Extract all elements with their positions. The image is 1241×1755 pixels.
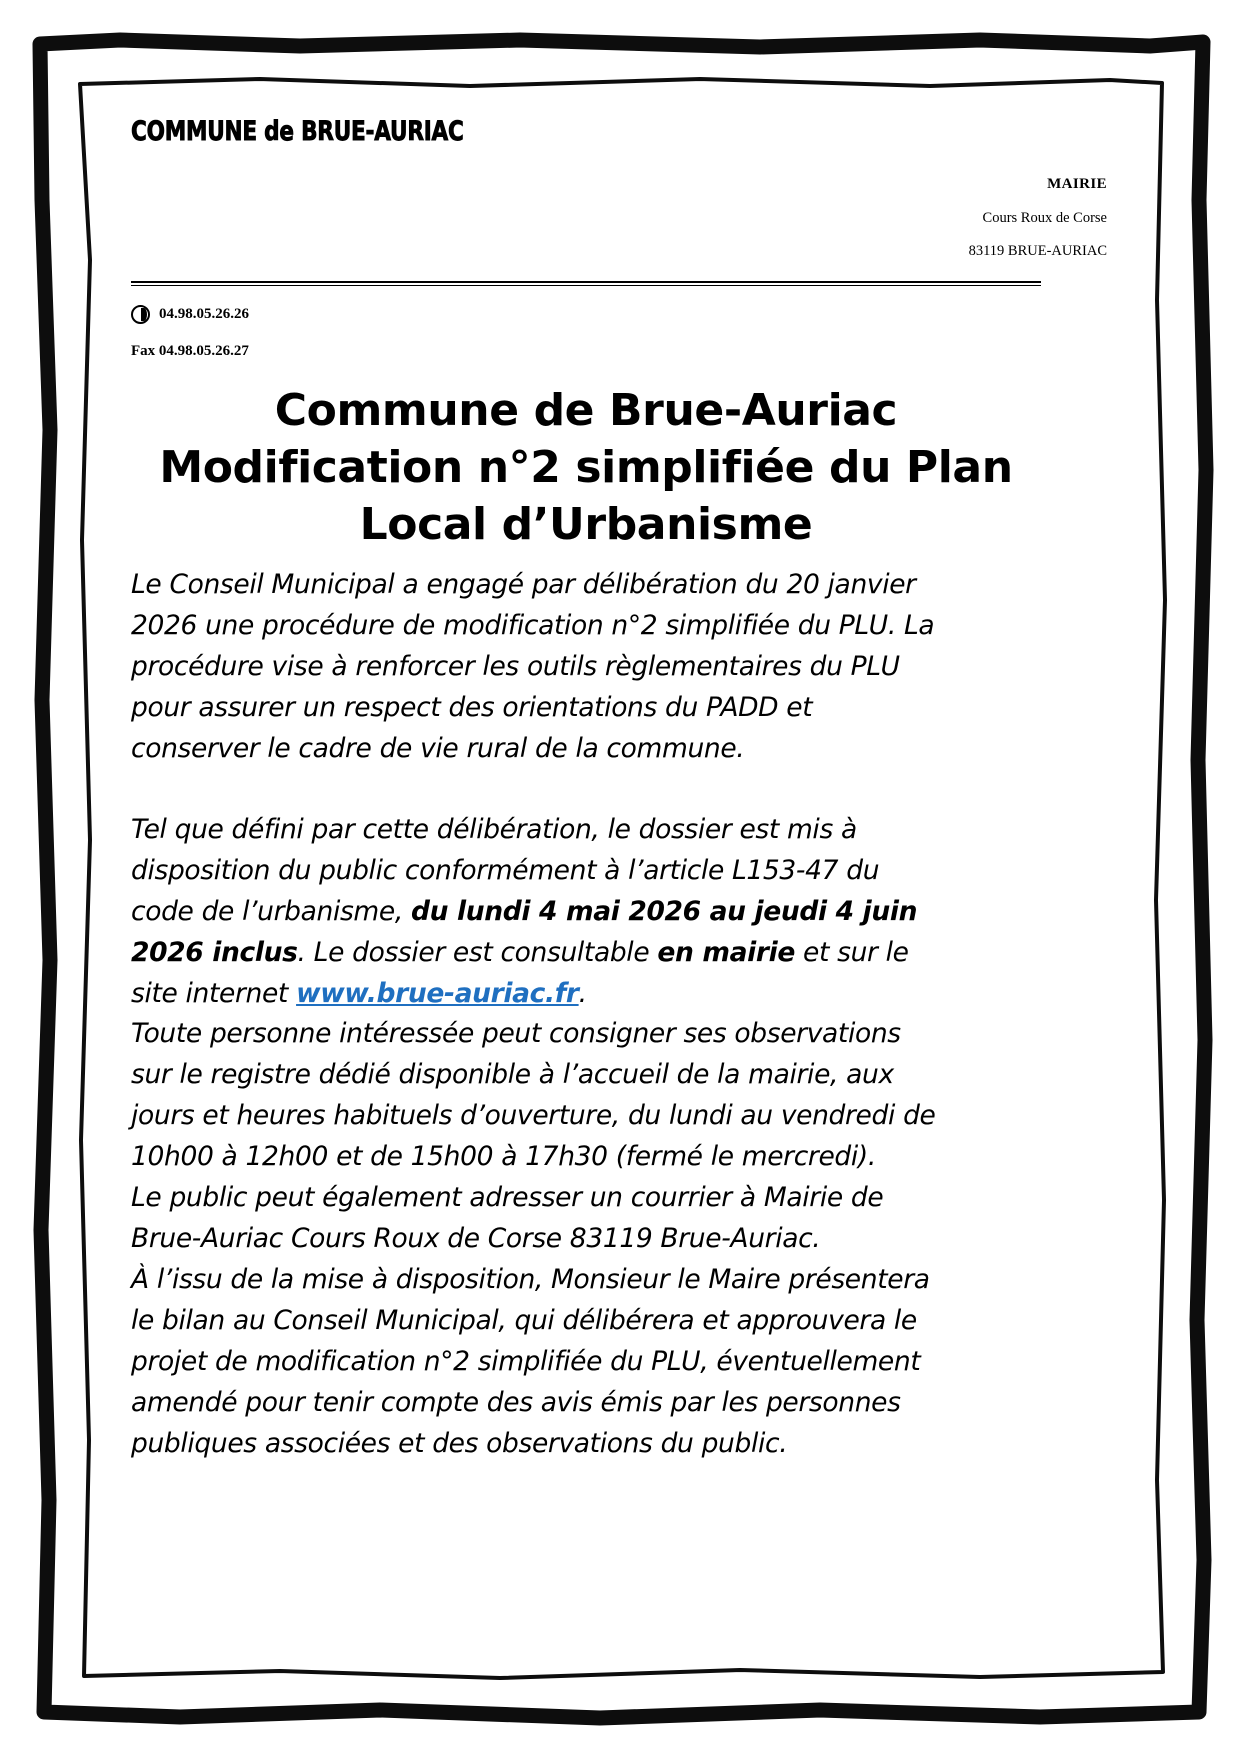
fax-line bbox=[131, 343, 1041, 360]
mairie-label: MAIRIE bbox=[1047, 176, 1107, 192]
document-title bbox=[131, 382, 1041, 554]
commune-website-link[interactable]: www.brue-auriac.fr bbox=[296, 977, 579, 1009]
telephone-icon bbox=[131, 305, 150, 324]
paragraph-2-part-4: . bbox=[578, 977, 587, 1009]
consultation-dates: du lundi 4 mai 2026 au jeudi 4 juin 2026 inclus bbox=[131, 895, 918, 968]
paragraph-2-part-3: et sur le site internet bbox=[131, 936, 909, 1009]
header-divider-rule bbox=[131, 281, 1041, 286]
title-line-2: Modification n°2 simplifiée du Plan bbox=[159, 441, 1013, 493]
consultation-place: en mairie bbox=[657, 936, 795, 968]
paragraph-1: Le Conseil Municipal a engagé par délibération du 20 janvier 2026 une procédure de modification n°2 simplifiée du PLU. La procédure vise à renforcer les outils règlementaires du PLU pour assurer un respect des orientations du PADD et conserver le cadre de vie rural de la commune. bbox=[131, 569, 935, 764]
fax-number: Fax 04.98.05.26.27 bbox=[131, 343, 249, 359]
phone-number: 04.98.05.26.26 bbox=[159, 306, 249, 323]
paragraph-5: À l’issu de la mise à disposition, Monsieur le Maire présentera le bilan au Conseil Municipal, qui délibérera et approuvera le projet de modification n°2 simplifiée du PLU, éventuellement amendé pour tenir compte des avis émis par les personnes publiques associées et des observations du public. bbox=[131, 1264, 930, 1459]
paragraph-3: Toute personne intéressée peut consigner ses observations sur le registre dédié disponible à l’accueil de la mairie, aux jours et heures habituels d’ouverture, du lundi au vendredi de 10h00 à 12h00 et de 15h00 à 17h30 (fermé le mercredi). bbox=[131, 1018, 936, 1173]
document-body bbox=[131, 565, 946, 1465]
paragraph-4: Le public peut également adresser un courrier à Mairie de Brue-Auriac Cours Roux de Corse 83119 Brue-Auriac. bbox=[131, 1182, 884, 1255]
title-line-3: Local d’Urbanisme bbox=[359, 498, 813, 550]
contact-block bbox=[131, 305, 1041, 360]
mairie-street: Cours Roux de Corse bbox=[982, 210, 1107, 226]
phone-line bbox=[131, 305, 1041, 324]
mairie-address-block bbox=[969, 176, 1107, 260]
paragraph-2-part-2: . Le dossier est consultable bbox=[297, 936, 658, 968]
title-line-1: Commune de Brue-Auriac bbox=[274, 384, 898, 436]
paragraph-spacer bbox=[131, 770, 946, 810]
mairie-city: 83119 BRUE-AURIAC bbox=[968, 243, 1107, 259]
paragraph-2-part-1: Tel que défini par cette délibération, le dossier est mis à disposition du public conformément à l’article L153-47 du code de l’urbanisme, bbox=[131, 813, 880, 927]
commune-banner-title: COMMUNE de BRUE-AURIAC bbox=[131, 116, 464, 147]
letterhead bbox=[131, 116, 1107, 268]
paragraph-2 bbox=[131, 810, 946, 1015]
